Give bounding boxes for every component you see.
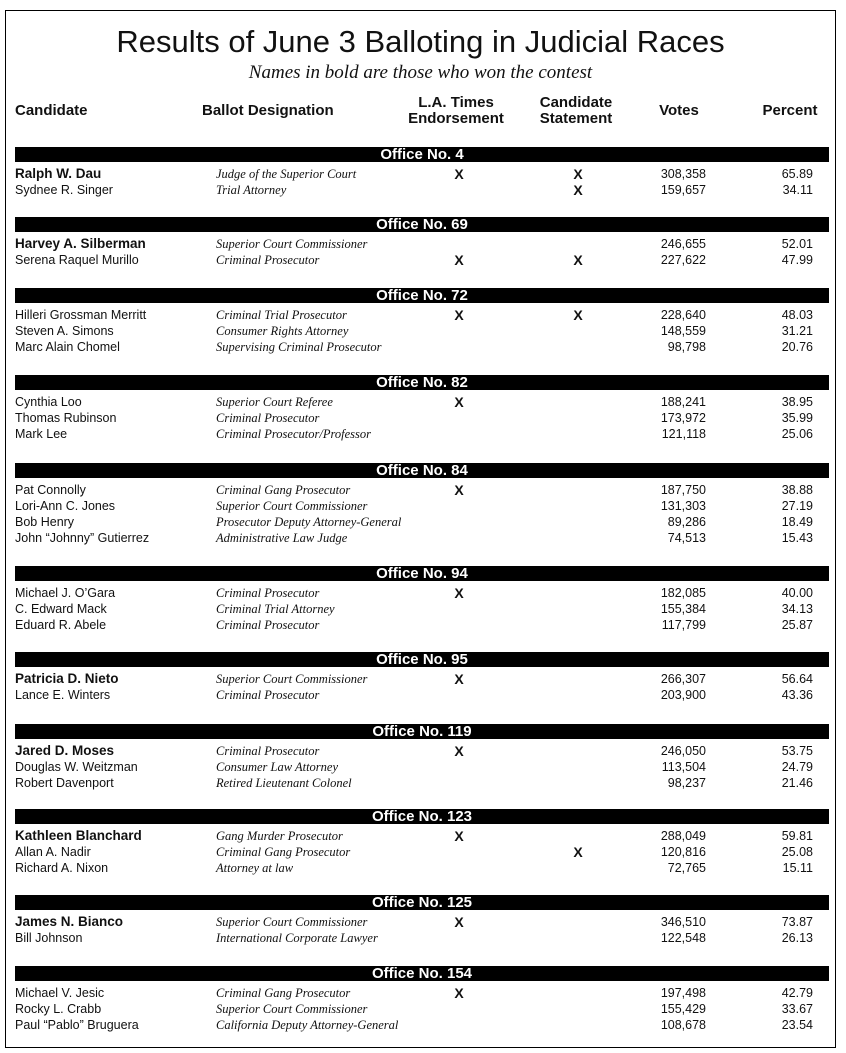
candidate-name: Jared D. Moses: [15, 743, 115, 758]
office-header: Office No. 84: [15, 463, 829, 478]
candidate-name: Bill Johnson: [15, 931, 83, 945]
endorsement-mark: X: [454, 482, 464, 498]
candidate-row: [6, 182, 835, 198]
office-header: Office No. 95: [15, 652, 829, 667]
office-header: Office No. 72: [15, 288, 829, 303]
vote-count: 266,307: [660, 672, 706, 686]
vote-percent: 52.01: [781, 237, 813, 251]
ballot-designation: Superior Court Commissioner: [216, 915, 368, 929]
candidate-row: [6, 775, 835, 791]
candidate-row: [6, 671, 835, 687]
candidate-row: [6, 687, 835, 703]
ballot-designation: California Deputy Attorney-General: [216, 1018, 399, 1032]
vote-count: 182,085: [660, 586, 706, 600]
candidate-name: Mark Lee: [15, 427, 68, 441]
candidate-row: [6, 860, 835, 876]
vote-count: 121,118: [661, 427, 706, 441]
vote-count: 159,657: [660, 183, 706, 197]
candidate-name: Hilleri Grossman Merritt: [15, 308, 147, 322]
column-header-statement: Candidate Statement: [539, 94, 613, 127]
candidate-row: [6, 930, 835, 946]
column-header-endorsement: L.A. Times Endorsement: [408, 94, 504, 127]
vote-percent: 31.21: [781, 324, 813, 338]
vote-percent: 20.76: [781, 340, 813, 354]
vote-count: 173,972: [660, 411, 706, 425]
candidate-name: Cynthia Loo: [15, 395, 82, 409]
vote-count: 113,504: [661, 760, 706, 774]
vote-count: 122,548: [660, 931, 706, 945]
candidate-row: [6, 307, 835, 323]
candidate-name: Kathleen Blanchard: [15, 828, 142, 843]
ballot-designation: Criminal Gang Prosecutor: [216, 483, 351, 497]
vote-count: 228,640: [660, 308, 706, 322]
vote-count: 155,384: [660, 602, 706, 616]
candidate-row: [6, 759, 835, 775]
candidate-row: [6, 166, 835, 182]
endorsement-mark: X: [454, 828, 464, 844]
candidate-name: Patricia D. Nieto: [15, 671, 119, 686]
candidate-name: Rocky L. Crabb: [15, 1002, 102, 1016]
ballot-designation: Superior Court Commissioner: [216, 1002, 368, 1016]
candidate-row: [6, 323, 835, 339]
endorsement-mark: X: [454, 585, 464, 601]
ballot-designation: Criminal Gang Prosecutor: [216, 986, 351, 1000]
results-table-frame: [5, 10, 836, 1048]
candidate-row: [6, 482, 835, 498]
candidate-name: Eduard R. Abele: [15, 618, 107, 632]
column-header-candidate: Candidate: [15, 102, 88, 119]
vote-percent: 59.81: [781, 829, 813, 843]
endorsement-mark: X: [454, 671, 464, 687]
office-header: Office No. 123: [15, 809, 829, 824]
candidate-name: Pat Connolly: [15, 483, 86, 497]
candidate-name: James N. Bianco: [15, 914, 124, 929]
candidate-row: [6, 394, 835, 410]
vote-count: 117,799: [661, 618, 706, 632]
vote-count: 72,765: [667, 861, 706, 875]
candidate-row: [6, 743, 835, 759]
office-header: Office No. 82: [15, 375, 829, 390]
vote-count: 227,622: [660, 253, 706, 267]
vote-percent: 43.36: [781, 688, 813, 702]
endorsement-mark: X: [454, 743, 464, 759]
page-subtitle: Names in bold are those who won the contest: [248, 62, 593, 83]
ballot-designation: Consumer Rights Attorney: [216, 324, 349, 338]
ballot-designation: Consumer Law Attorney: [216, 760, 338, 774]
candidate-row: [6, 236, 835, 252]
vote-count: 89,286: [667, 515, 706, 529]
candidate-name: Bob Henry: [15, 515, 75, 529]
candidate-row: [6, 828, 835, 844]
vote-percent: 48.03: [781, 308, 813, 322]
candidate-name: Thomas Rubinson: [15, 411, 117, 425]
ballot-designation: Criminal Prosecutor: [216, 618, 320, 632]
statement-mark: X: [573, 182, 583, 198]
vote-percent: 26.13: [781, 931, 813, 945]
statement-mark: X: [573, 844, 583, 860]
statement-mark: X: [573, 307, 583, 323]
candidate-name: Ralph W. Dau: [15, 166, 102, 181]
ballot-designation: Superior Court Commissioner: [216, 672, 368, 686]
column-header-designation: Ballot Designation: [202, 102, 334, 119]
vote-percent: 25.06: [781, 427, 813, 441]
candidate-row: [6, 530, 835, 546]
ballot-designation: Supervising Criminal Prosecutor: [216, 340, 382, 354]
ballot-designation: Superior Court Commissioner: [216, 237, 368, 251]
vote-percent: 38.95: [781, 395, 813, 409]
endorsement-mark: X: [454, 166, 464, 182]
page-title: Results of June 3 Balloting in Judicial Races: [116, 24, 725, 59]
candidate-row: [6, 601, 835, 617]
vote-percent: 35.99: [781, 411, 813, 425]
ballot-designation: Superior Court Referee: [216, 395, 333, 409]
candidate-name: Serena Raquel Murillo: [15, 253, 139, 267]
ballot-designation: Criminal Prosecutor/Professor: [216, 427, 371, 441]
candidate-name: C. Edward Mack: [15, 602, 107, 616]
ballot-designation: International Corporate Lawyer: [216, 931, 378, 945]
endorsement-mark: X: [454, 914, 464, 930]
candidate-name: Harvey A. Silberman: [15, 236, 146, 251]
candidate-name: Steven A. Simons: [15, 324, 114, 338]
candidate-row: [6, 985, 835, 1001]
vote-percent: 15.11: [782, 861, 813, 875]
office-header: Office No. 119: [15, 724, 829, 739]
vote-percent: 53.75: [781, 744, 813, 758]
candidate-row: [6, 585, 835, 601]
vote-percent: 34.11: [782, 183, 813, 197]
ballot-designation: Prosecutor Deputy Attorney-General: [216, 515, 402, 529]
ballot-designation: Criminal Trial Prosecutor: [216, 308, 347, 322]
vote-percent: 23.54: [781, 1018, 813, 1032]
vote-count: 197,498: [660, 986, 706, 1000]
candidate-name: Lori-Ann C. Jones: [15, 499, 116, 513]
vote-percent: 25.08: [781, 845, 813, 859]
ballot-designation: Criminal Prosecutor: [216, 586, 320, 600]
vote-count: 308,358: [660, 167, 706, 181]
endorsement-mark: X: [454, 394, 464, 410]
candidate-row: [6, 617, 835, 633]
candidate-row: [6, 410, 835, 426]
candidate-name: Sydnee R. Singer: [15, 183, 113, 197]
vote-count: 108,678: [660, 1018, 706, 1032]
endorsement-mark: X: [454, 985, 464, 1001]
vote-percent: 21.46: [781, 776, 813, 790]
vote-percent: 27.19: [781, 499, 813, 513]
vote-count: 246,050: [660, 744, 706, 758]
candidate-name: John “Johnny” Gutierrez: [15, 531, 150, 545]
vote-count: 203,900: [660, 688, 706, 702]
vote-percent: 38.88: [781, 483, 813, 497]
candidate-name: Richard A. Nixon: [15, 861, 109, 875]
ballot-designation: Criminal Prosecutor: [216, 253, 320, 267]
vote-percent: 15.43: [781, 531, 813, 545]
office-header: Office No. 4: [15, 147, 829, 162]
office-header: Office No. 125: [15, 895, 829, 910]
vote-count: 148,559: [660, 324, 706, 338]
ballot-designation: Retired Lieutenant Colonel: [216, 776, 352, 790]
vote-count: 288,049: [660, 829, 706, 843]
vote-count: 131,303: [660, 499, 706, 513]
vote-count: 187,750: [660, 483, 706, 497]
vote-count: 74,513: [667, 531, 706, 545]
vote-count: 98,237: [667, 776, 706, 790]
ballot-designation: Gang Murder Prosecutor: [216, 829, 343, 843]
vote-count: 246,655: [660, 237, 706, 251]
candidate-name: Allan A. Nadir: [15, 845, 91, 859]
vote-percent: 73.87: [781, 915, 813, 929]
candidate-row: [6, 514, 835, 530]
vote-count: 155,429: [660, 1002, 706, 1016]
endorsement-mark: X: [454, 307, 464, 323]
candidate-row: [6, 844, 835, 860]
vote-percent: 65.89: [781, 167, 813, 181]
statement-mark: X: [573, 166, 583, 182]
office-header: Office No. 154: [15, 966, 829, 981]
vote-count: 120,816: [660, 845, 706, 859]
candidate-name: Michael V. Jesic: [15, 986, 105, 1000]
ballot-designation: Criminal Prosecutor: [216, 688, 320, 702]
candidate-row: [6, 426, 835, 442]
vote-count: 98,798: [667, 340, 706, 354]
office-header: Office No. 69: [15, 217, 829, 232]
ballot-designation: Criminal Gang Prosecutor: [216, 845, 351, 859]
candidate-name: Paul “Pablo” Bruguera: [15, 1018, 139, 1032]
ballot-designation: Judge of the Superior Court: [216, 167, 357, 181]
vote-count: 346,510: [660, 915, 706, 929]
vote-count: 188,241: [660, 395, 706, 409]
candidate-name: Lance E. Winters: [15, 688, 111, 702]
column-header-votes: Votes: [659, 102, 699, 119]
candidate-row: [6, 1001, 835, 1017]
candidate-name: Michael J. O’Gara: [15, 586, 116, 600]
ballot-designation: Superior Court Commissioner: [216, 499, 368, 513]
ballot-designation: Criminal Prosecutor: [216, 744, 320, 758]
vote-percent: 33.67: [781, 1002, 813, 1016]
vote-percent: 34.13: [781, 602, 813, 616]
candidate-name: Douglas W. Weitzman: [15, 760, 138, 774]
ballot-designation: Criminal Prosecutor: [216, 411, 320, 425]
ballot-designation: Administrative Law Judge: [216, 531, 348, 545]
candidate-name: Marc Alain Chomel: [15, 340, 120, 354]
column-header-percent: Percent: [762, 102, 818, 119]
candidate-name: Robert Davenport: [15, 776, 114, 790]
vote-percent: 24.79: [781, 760, 813, 774]
candidate-row: [6, 914, 835, 930]
candidate-row: [6, 498, 835, 514]
ballot-designation: Attorney at law: [216, 861, 294, 875]
candidate-row: [6, 1017, 835, 1033]
endorsement-mark: X: [454, 252, 464, 268]
vote-percent: 47.99: [781, 253, 813, 267]
vote-percent: 56.64: [781, 672, 813, 686]
ballot-designation: Trial Attorney: [216, 183, 287, 197]
ballot-designation: Criminal Trial Attorney: [216, 602, 335, 616]
statement-mark: X: [573, 252, 583, 268]
vote-percent: 18.49: [781, 515, 813, 529]
candidate-row: [6, 339, 835, 355]
vote-percent: 40.00: [781, 586, 813, 600]
candidate-row: [6, 252, 835, 268]
vote-percent: 42.79: [781, 986, 813, 1000]
office-header: Office No. 94: [15, 566, 829, 581]
vote-percent: 25.87: [781, 618, 813, 632]
